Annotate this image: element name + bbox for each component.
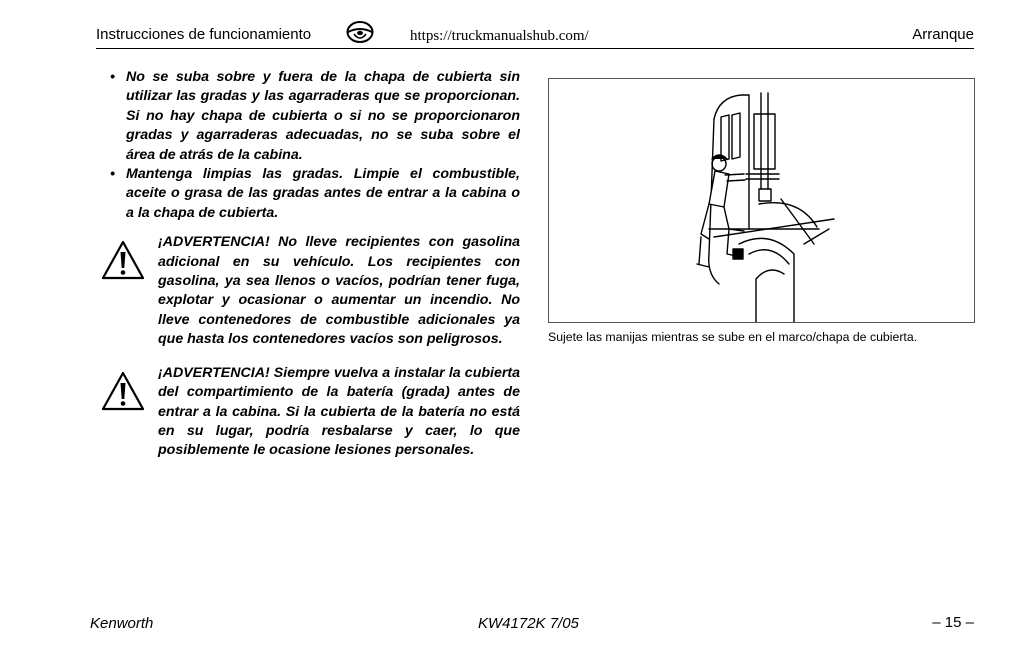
climbing-cab-illustration	[549, 79, 974, 322]
bullet-dot: •	[110, 69, 115, 85]
warning-text: ¡ADVERTENCIA! No lleve recipientes con gasolina adicional en su vehículo. Los recipientes con gasolina, ya sea llenos o vacíos, podrían tener fuga, explotar y ocasionar o aumentar un incendio. No lleve contenedores de combustible adicionales ya que hasta los contenedores vacíos son peligrosos.	[158, 234, 520, 348]
page-header	[96, 18, 974, 49]
warning-block	[106, 364, 520, 461]
steering-wheel-icon	[346, 20, 374, 49]
warning-triangle-icon	[100, 239, 146, 286]
header-chapter-title: Arranque	[912, 26, 974, 43]
footer-page-number: – 15 –	[932, 614, 974, 631]
footer-document-code: KW4172K 7/05	[478, 615, 579, 632]
warning-block	[106, 233, 520, 349]
header-section-title: Instrucciones de funcionamiento	[96, 26, 312, 43]
figure-caption: Sujete las manijas mientras se sube en el marco/chapa de cubierta.	[548, 330, 918, 344]
left-column	[106, 68, 520, 461]
warning-text: ¡ADVERTENCIA! Siempre vuelva a instalar la cubierta del compartimiento de la batería (grada) antes de entrar a la cabina. Si la cubierta de la batería no está en su lugar, podría resbalarse y caer, lo que posiblemente le ocasione lesiones personales.	[158, 364, 520, 459]
bullet-item	[106, 68, 520, 165]
bullet-item	[106, 165, 520, 223]
warning-triangle-icon	[100, 370, 146, 417]
illustration-frame	[548, 78, 975, 323]
header-url[interactable]: https://truckmanualshub.com/	[410, 28, 589, 44]
bullet-text: Mantenga limpias las gradas. Limpie el combustible, aceite o grasa de las gradas antes de entrar a la cabina o a la chapa de cubierta.	[126, 166, 520, 221]
bullet-list	[106, 68, 520, 223]
bullet-text: No se suba sobre y fuera de la chapa de cubierta sin utilizar las gradas y las agarraderas que se proporcionan. Si no hay chapa de cubierta o si no se proporcionaron gradas y agarraderas adecuadas, no se suba sobre el área de atrás de la cabina.	[126, 69, 520, 163]
bullet-dot: •	[110, 166, 115, 183]
footer-brand: Kenworth	[90, 615, 154, 632]
